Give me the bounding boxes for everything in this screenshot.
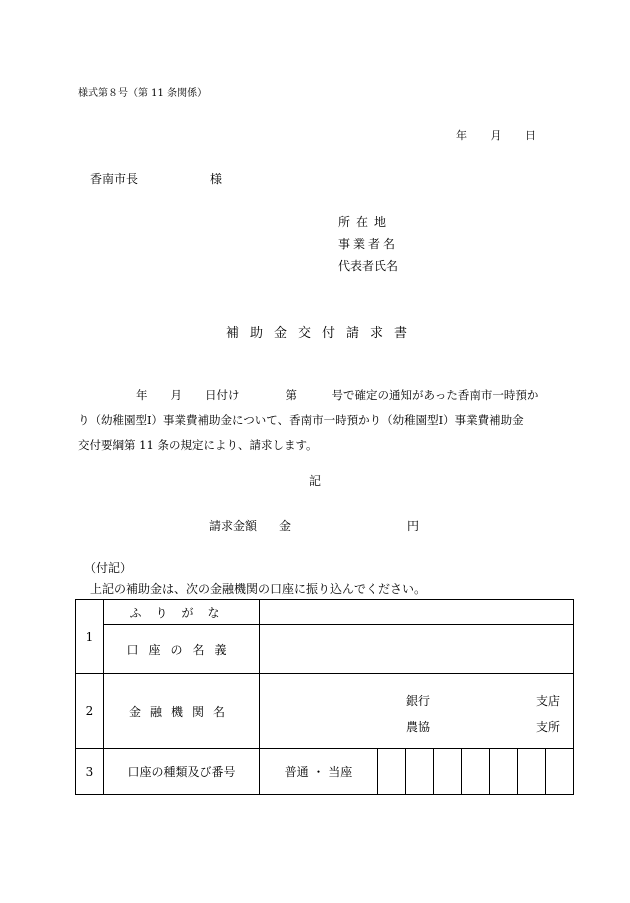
account-digit-box[interactable] (406, 749, 434, 795)
note-heading: （付記） (84, 561, 133, 575)
note-text: 上記の補助金は、次の金融機関の口座に振り込んでください。 (90, 582, 427, 596)
account-type-label: 口座の種類及び番号 (104, 749, 260, 795)
account-type-option[interactable]: 普通 ・ 当座 (260, 749, 378, 795)
account-table (75, 599, 574, 795)
account-digit-box[interactable] (490, 749, 518, 795)
addressee-honorific: 様 (210, 172, 223, 186)
account-digit-box[interactable] (378, 749, 406, 795)
document-title: 補助金交付請求書 (226, 326, 419, 341)
body-line-3: 交付要綱第 11 条の規定により、請求します。 (78, 438, 318, 452)
amount-line (209, 517, 419, 534)
body-text (78, 383, 562, 458)
table-row (76, 600, 574, 625)
date-line: 年 月 日 (456, 129, 536, 142)
furigana-field[interactable] (260, 600, 574, 625)
row-number: 1 (76, 600, 104, 674)
table-row (76, 625, 574, 674)
account-holder-field[interactable] (260, 625, 574, 674)
account-digit-box[interactable] (462, 749, 490, 795)
ki-heading: 記 (309, 474, 322, 488)
account-digit-box[interactable] (518, 749, 546, 795)
applicant-representative-label: 代表者氏名 (338, 259, 399, 273)
row-number: 3 (76, 749, 104, 795)
table-row (76, 749, 574, 795)
applicant-location-label: 所在地 (338, 215, 393, 229)
amount-kin: 金 (279, 519, 292, 533)
body-line-1: 年 月 日付け 第 号で確定の通知があった香南市一時預か (136, 388, 539, 402)
bank-label: 銀行 (406, 694, 431, 708)
branch-label: 支店 (536, 694, 561, 708)
addressee-name: 香南市長 (90, 172, 139, 186)
form-number: 様式第８号（第 11 条関係） (78, 88, 208, 99)
account-digit-box[interactable] (434, 749, 462, 795)
table-row (76, 674, 574, 749)
applicant-business-name-label: 事業者名 (338, 237, 399, 251)
amount-label: 請求金額 (209, 519, 258, 533)
institution-field[interactable] (260, 674, 574, 749)
office-label: 支所 (536, 720, 561, 734)
account-digit-box[interactable] (546, 749, 574, 795)
amount-yen: 円 (407, 519, 420, 533)
coop-label: 農協 (406, 720, 431, 734)
institution-label: 金融機関名 (104, 674, 260, 749)
row-number: 2 (76, 674, 104, 749)
addressee (90, 170, 222, 187)
account-holder-label: 口座の名義 (104, 625, 260, 674)
body-line-2: り（幼稚園型Ⅰ）事業費補助金について、香南市一時預かり（幼稚園型Ⅰ）事業費補助金 (78, 413, 524, 427)
furigana-label: ふりがな (104, 600, 260, 625)
